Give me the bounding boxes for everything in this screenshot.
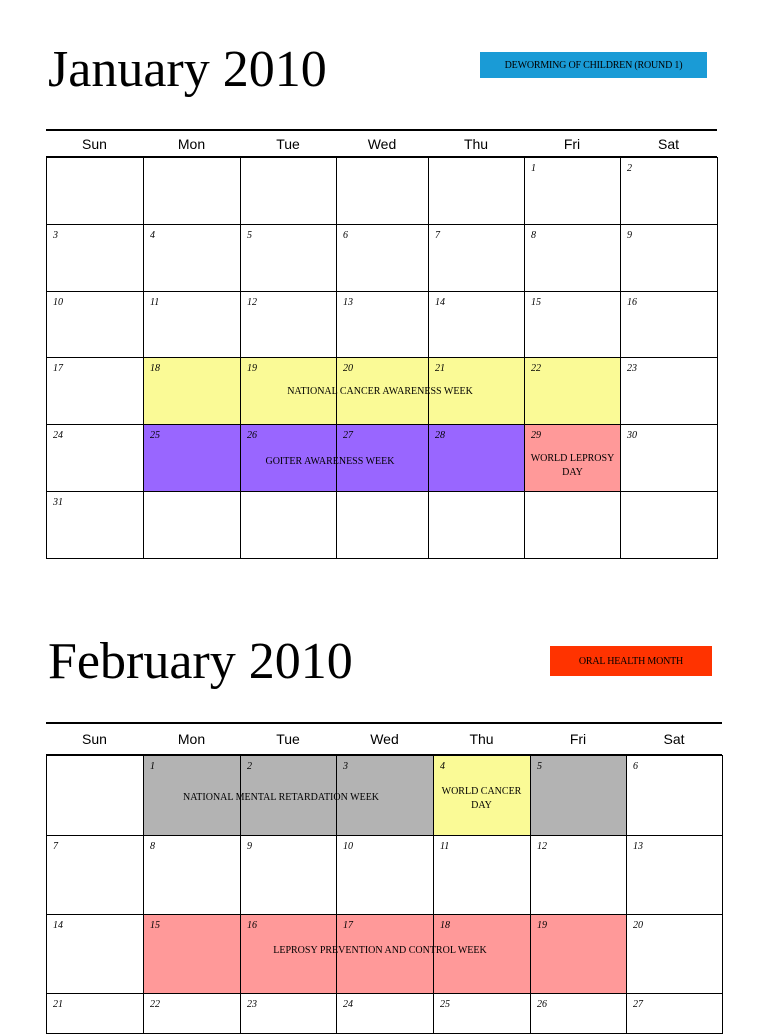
day-number: 3 [343,761,348,772]
day-number: 12 [537,841,547,852]
day-cell[interactable] [524,491,621,559]
day-cell[interactable] [428,491,525,559]
day-cell[interactable] [143,835,241,915]
month-title: January 2010 [48,41,327,98]
day-cell[interactable] [336,291,429,358]
cancer-awareness-week-label: NATIONAL CANCER AWARENESS WEEK [287,386,473,397]
day-number: 10 [53,297,63,308]
day-cell[interactable] [620,491,718,559]
day-number: 17 [53,363,63,374]
header-rule [46,722,722,724]
weekday-label: Sun [82,731,107,747]
day-number: 1 [150,761,155,772]
day-number: 9 [627,230,632,241]
day-cell[interactable] [433,993,531,1034]
weekday-label: Thu [463,136,489,152]
day-cell[interactable] [336,491,429,559]
day-number: 26 [247,430,257,441]
weekday-label: Wed [367,136,397,152]
day-cell[interactable] [46,424,144,492]
weekday-label: Sat [657,136,679,152]
day-cell[interactable] [626,993,723,1034]
day-number: 4 [150,230,155,241]
day-number: 5 [247,230,252,241]
day-cell[interactable] [428,157,525,225]
day-cell[interactable] [46,224,144,292]
day-number: 13 [343,297,353,308]
weekday-label: Mon [177,731,206,747]
leprosy-prevention-week-label: LEPROSY PREVENTION AND CONTROL WEEK [273,945,487,956]
day-number: 18 [440,920,450,931]
day-cell[interactable] [143,291,241,358]
day-number: 21 [435,363,445,374]
day-cell[interactable] [240,993,337,1034]
day-cell[interactable] [626,835,723,915]
day-number: 7 [53,841,58,852]
day-cell[interactable] [530,993,627,1034]
day-cell[interactable] [143,157,241,225]
day-cell[interactable] [46,357,144,425]
day-number: 2 [627,163,632,174]
day-number: 7 [435,230,440,241]
day-number: 11 [440,841,450,852]
day-number: 27 [633,999,643,1010]
weekday-label: Tue [276,136,300,152]
day-cell[interactable] [524,357,621,425]
weekday-label: Mon [177,136,206,152]
day-cell[interactable] [46,755,144,836]
day-number: 14 [435,297,445,308]
day-cell[interactable] [336,993,434,1034]
day-number: 21 [53,999,63,1010]
day-number: 15 [531,297,541,308]
day-cell[interactable] [428,224,525,292]
day-number: 16 [247,920,257,931]
weekday-label: Sun [82,136,107,152]
day-cell[interactable] [530,755,627,836]
weekday-label: Fri [569,731,587,747]
day-cell[interactable] [524,157,621,225]
day-cell[interactable] [620,157,718,225]
day-number: 8 [150,841,155,852]
day-cell[interactable] [46,914,144,994]
day-cell[interactable] [620,291,718,358]
day-cell[interactable] [530,914,627,994]
day-cell[interactable] [143,914,241,994]
day-cell[interactable] [240,157,337,225]
day-cell[interactable] [240,291,337,358]
weekday-label: Sat [663,731,685,747]
day-number: 23 [247,999,257,1010]
day-number: 25 [150,430,160,441]
day-number: 13 [633,841,643,852]
day-number: 11 [150,297,160,308]
day-number: 23 [627,363,637,374]
day-number: 15 [150,920,160,931]
day-number: 22 [150,999,160,1010]
day-cell[interactable] [620,224,718,292]
day-cell[interactable] [433,835,531,915]
header-rule [46,129,717,131]
day-cell[interactable] [46,491,144,559]
day-number: 18 [150,363,160,374]
day-number: 12 [247,297,257,308]
day-number: 2 [247,761,252,772]
day-number: 6 [343,230,348,241]
day-number: 19 [537,920,547,931]
day-cell[interactable] [143,357,241,425]
day-number: 22 [531,363,541,374]
goiter-awareness-week-label: GOITER AWARENESS WEEK [265,456,395,467]
day-cell[interactable] [336,157,429,225]
day-cell[interactable] [46,993,144,1034]
day-cell[interactable] [524,291,621,358]
event-line: DAY [562,467,583,478]
day-number: 20 [633,920,643,931]
day-cell[interactable] [524,224,621,292]
day-number: 19 [247,363,257,374]
day-number: 24 [53,430,63,441]
day-number: 28 [435,430,445,441]
weekday-label: Wed [370,731,399,747]
day-number: 8 [531,230,536,241]
day-number: 24 [343,999,353,1010]
day-cell[interactable] [620,357,718,425]
day-cell[interactable] [620,424,718,492]
day-cell[interactable] [626,755,723,836]
day-number: 16 [627,297,637,308]
day-cell[interactable] [46,835,144,915]
weekday-label: Tue [276,731,300,747]
day-cell[interactable] [336,224,429,292]
day-number: 30 [627,430,637,441]
month-title: February 2010 [48,633,353,690]
day-number: 5 [537,761,542,772]
day-cell[interactable] [626,914,723,994]
weekday-label: Thu [469,731,494,747]
day-number: 26 [537,999,547,1010]
mental-retardation-week-label: NATIONAL MENTAL RETARDATION WEEK [182,792,380,803]
day-cell[interactable] [428,291,525,358]
oral-health-tag: ORAL HEALTH MONTH [550,646,712,676]
day-number: 10 [343,841,353,852]
day-cell[interactable] [143,491,241,559]
event-line: WORLD LEPROSY [530,453,615,464]
day-cell[interactable] [530,835,627,915]
day-cell[interactable] [143,993,241,1034]
deworming-tag: DEWORMING OF CHILDREN (ROUND 1) [480,52,707,78]
world-cancer-day-label [433,785,530,813]
day-number: 9 [247,841,252,852]
event-line: DAY [471,800,492,811]
weekday-label: Fri [563,136,581,152]
day-number: 17 [343,920,353,931]
day-number: 20 [343,363,353,374]
world-leprosy-day-label [524,452,621,480]
day-number: 31 [53,497,63,508]
day-number: 3 [53,230,58,241]
day-number: 4 [440,761,445,772]
day-cell[interactable] [46,291,144,358]
day-cell[interactable] [240,491,337,559]
day-number: 6 [633,761,638,772]
day-number: 27 [343,430,353,441]
day-cell[interactable] [336,835,434,915]
day-cell[interactable] [46,157,144,225]
day-cell[interactable] [143,224,241,292]
day-cell[interactable] [240,835,337,915]
day-number: 14 [53,920,63,931]
day-cell[interactable] [240,224,337,292]
day-number: 1 [531,163,536,174]
event-line: WORLD CANCER [441,786,522,797]
day-number: 25 [440,999,450,1010]
day-number: 29 [531,430,541,441]
